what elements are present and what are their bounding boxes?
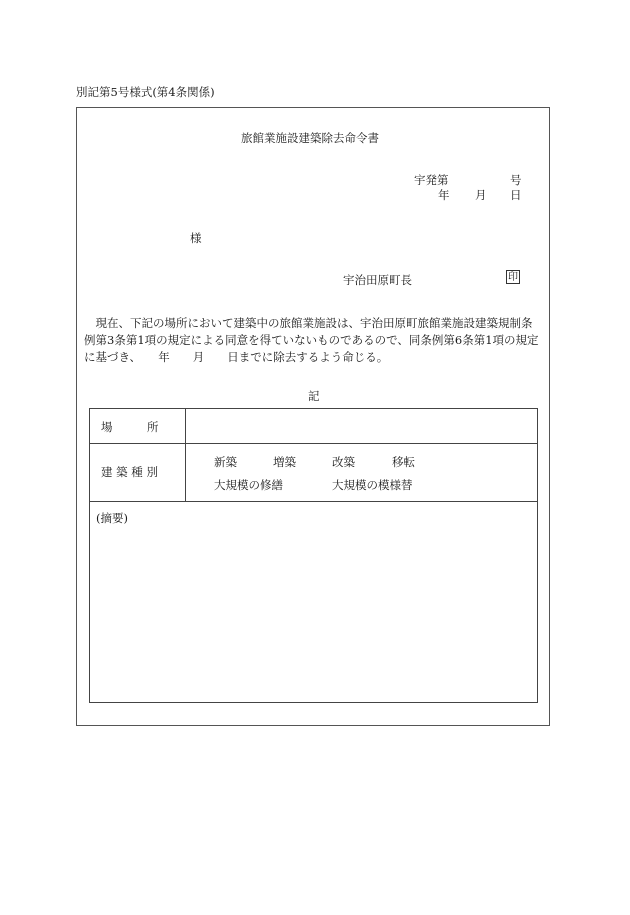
form-label: 別記第5号様式(第4条関係): [76, 85, 215, 99]
building-type-label: 建 築 種 別: [101, 465, 158, 479]
ki-heading: 記: [308, 389, 320, 403]
type-major-remodel: 大規模の模様替: [332, 478, 413, 492]
body-line: 現在、下記の場所において建築中の旅館業施設は、宇治田原町旅館業施設建築規制条: [84, 316, 533, 330]
date-month: 月: [475, 188, 487, 202]
type-relocation: 移転: [392, 455, 415, 469]
table-divider: [90, 501, 537, 502]
detail-table: [89, 408, 538, 703]
summary-label: (摘要): [96, 511, 128, 525]
type-extension: 増築: [273, 455, 296, 469]
type-major-repair: 大規模の修繕: [214, 478, 283, 492]
table-divider: [90, 443, 537, 444]
issue-number-suffix: 号: [510, 173, 522, 187]
type-new-build: 新築: [214, 455, 237, 469]
body-line: 例第3条第1項の規定による同意を得ていないものであるので、同条例第6条第1項の規定: [84, 333, 539, 347]
issuer: 宇治田原町長: [343, 273, 412, 287]
page-title: 旅館業施設建築除去命令書: [241, 131, 379, 145]
seal-mark: 印: [508, 272, 518, 283]
body-line: に基づき、 年 月 日までに除去するよう命じる。: [84, 350, 389, 364]
addressee-suffix: 様: [190, 231, 202, 245]
table-column-divider: [185, 409, 186, 501]
body-text: [84, 315, 546, 366]
location-label: 場 所: [101, 420, 159, 434]
type-rebuild: 改築: [332, 455, 355, 469]
date-day: 日: [510, 188, 522, 202]
date-year: 年: [438, 188, 450, 202]
issue-number-prefix: 宇発第: [414, 173, 449, 187]
